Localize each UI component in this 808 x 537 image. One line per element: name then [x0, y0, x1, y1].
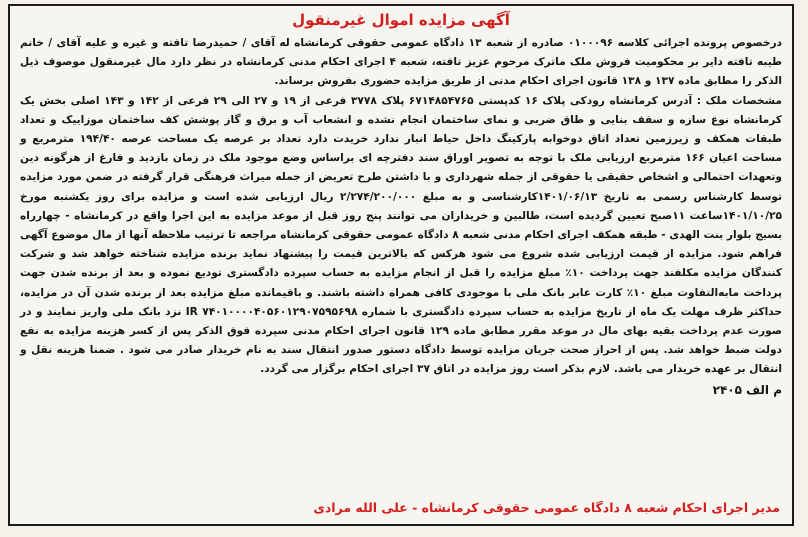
- notice-title: آگهی مزایده اموال غیرمنقول: [292, 11, 510, 29]
- notice-body: [20, 34, 782, 380]
- notice-paragraph-intro: درخصوص پرونده اجرائی کلاسه ۰۱۰۰۰۹۶ صادره از شعبه ۱۳ دادگاه عمومی حقوقی کرمانشاه له آقای / حمیدرضا تافته و غیره و علیه آقای / خانم طیبه تافته دایر بر محکومیت فروش ملک ماترک مرحوم عزیز تافته، شعبه ۴ اجرای احکام مدنی کرمانشاه در نظر دارد مال غیرمنقول موصوف ذیل الذکر را مطابق ماده ۱۳۷ و ۱۳۸ قانون اجرای احکام مدنی از طریق مزایده حضوری بفروش برساند.: [20, 37, 783, 88]
- reference-number: م الف ۲۴۰۵: [712, 382, 782, 397]
- signature-line: مدیر اجرای احکام شعبه ۸ دادگاه عمومی حقوقی کرمانشاه - علی الله مرادی: [313, 500, 780, 515]
- notice-paragraph-property: مشخصات ملک : آدرس کرمانشاه رودکی پلاک ۱۶ کدپستی ۶۷۱۴۸۵۴۷۶۵ پلاک ۳۷۷۸ فرعی از ۱۹ و ۲۷ الی ۲۹ فرعی از ۱۴۲ و ۱۴۳ اصلی بخش یک کرمانشاه نوع سازه و سقف بنایی و طاق ضربی و نمای ساختمان انجام نشده و انشعاب آب و برق و گاز پوشش کف ساختمان موزاییک و تعداد طبقات همکف و زیرزمین تعداد اتاق دوخوابه پارکینگ داخل حیاط انبار ندارد خریدت دارد تعداد بر عرصه یک مساحت عرصه ۱۹۴/۴۰ مترمربع و مساحت اعیان ۱۶۶ مترمربع ارزیابی ملک با توجه به تصویر اوراق سند دفترچه ای براساس وضع موجود ملک در زمان بازدید و فارغ از هرگونه دین وتعهدات احتمالی و اشخاص حقیقی یا حقوقی از جمله شهرداری و با داشتن طرح تعریض از جمله میراث فرهنگی قرار گرفته در ضمن مورد مزایده توسط کارشناس رسمی به تاریخ ۱۴۰۱/۰۶/۱۳کارشناسی و به مبلغ ۲/۲۷۴/۲۰۰/۰۰۰ ریال ارزیابی شده است و مزایده برای روز یکشنبه مورخ ۱۴۰۱/۱۰/۲۵ساعت ۱۱صبح تعیین گردیده است، طالبین و خریداران می توانند پنج روز قبل از موعد مزایده به این اجرا واقع در کرمانشاه - چهارراه بسیج بلوار بنت الهدی - طبقه همکف اجرای احکام مدنی شعبه ۸ دادگاه عمومی حقوقی کرمانشاه مراجعه تا ترتیب ملاحظه آنها از مال موضوع آگهی فراهم شود. مزایده از قیمت ارزیابی شده شروع می شود هرکس که بالاترین قیمت را پیشنهاد نماید برنده مزایده شناخته خواهد شد و شرکت کنندگان مزایده مکلفند جهت پرداخت ۱۰٪ مبلغ مزایده را قبل از انجام مزایده به حساب سپرده دادگستری تودیع نموده و بعد از برنده شدن جهت پرداخت مابه‌التفاوت مبلغ ۱۰٪ کارت عابر بانک ملی با موجودی کافی همراه داشته باشند. و باقیمانده مبلغ مزایده بعد از برنده شدن آن در مزایده، حداکثر ظرف مهلت یک ماه از تاریخ مزایده به حساب سپرده دادگستری با شماره IR ۷۴۰۱۰۰۰۰۴۰۵۶۰۱۲۹۰۷۵۹۵۶۹۸ نزد بانک ملی واریز نمایند و در صورت عدم پرداخت بقیه بهای مال در موعد مقرر مطابق ماده ۱۲۹ قانون اجرای احکام مدنی سپرده فوق الذکر پس از کسر هزینه مزایده به نفع دولت ضبط خواهد شد. پس از احراز صحت جریان مزایده توسط دادگاه دستور صدور انتقال سند به نام خریدار صادر می شود . ضمنا هزینه نقل و انتقال بر عهده خریدار می باشد. لازم بذکر است روز مزایده در اتاق ۳۷ اجرای احکام برگزار می گردد.: [20, 94, 783, 376]
- auction-notice: [8, 4, 794, 526]
